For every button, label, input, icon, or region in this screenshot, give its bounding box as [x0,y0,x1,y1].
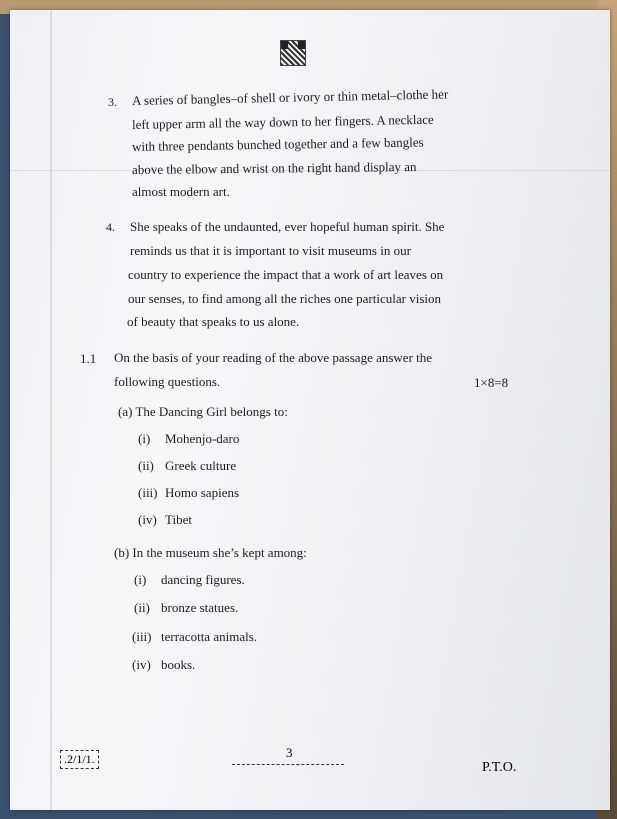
question-line: following questions. [114,374,221,389]
option-label: (iv) [138,512,157,527]
exam-paper [10,10,610,810]
passage-line: She speaks of the undaunted, ever hopeful human spirit. She [130,219,445,234]
passage-line: country to experience the impact that a work of art leaves on [128,267,444,282]
option-text: Greek culture [165,458,237,473]
qr-code-icon [280,40,306,66]
option-label: (ii) [134,600,150,615]
option-text: books. [161,657,196,672]
option-text: terracotta animals. [161,629,258,644]
option-text: dancing figures. [161,572,245,587]
option-text: Homo sapiens [165,485,240,500]
subquestion-a-stem: (a) The Dancing Girl belongs to: [118,404,288,419]
subquestion-b-stem: (b) In the museum she’s kept among: [114,545,307,560]
passage-line: our senses, to find among all the riches one particular vision [128,291,442,306]
item-number: 3. [108,95,117,109]
option-text: bronze statues. [161,600,239,615]
passage-line: almost modern art. [132,184,230,199]
option-label: (ii) [138,458,154,473]
question-line: On the basis of your reading of the above passage answer the [114,350,433,365]
passage-line: A series of bangles–of shell or ivory or thin metal–clothe her [131,86,449,108]
paper-fold-vertical [50,10,52,810]
question-number: 1.1 [80,351,97,366]
option-label: (iii) [138,485,158,500]
paper-code: .2/1/1. [60,750,99,769]
passage-line: of beauty that speaks to us alone. [127,314,300,329]
passage-line: with three pendants bunched together and a few bangles [131,134,424,154]
page-number-underline [232,764,344,765]
option-label: (i) [138,431,151,446]
please-turn-over: P.T.O. [482,760,517,775]
item-number: 4. [106,220,115,234]
option-text: Tibet [165,512,192,527]
option-label: (iii) [132,629,152,644]
option-label: (iv) [132,657,151,672]
marks: 1×8=8 [474,375,509,390]
passage-line: reminds us that it is important to visit museums in our [130,243,411,258]
passage-line: above the elbow and wrist on the right hand display an [131,159,417,177]
option-text: Mohenjo-daro [165,431,240,446]
option-label: (i) [134,572,147,587]
passage-line: left upper arm all the way down to her fingers. A necklace [131,111,434,132]
page-number: 3 [286,745,293,760]
